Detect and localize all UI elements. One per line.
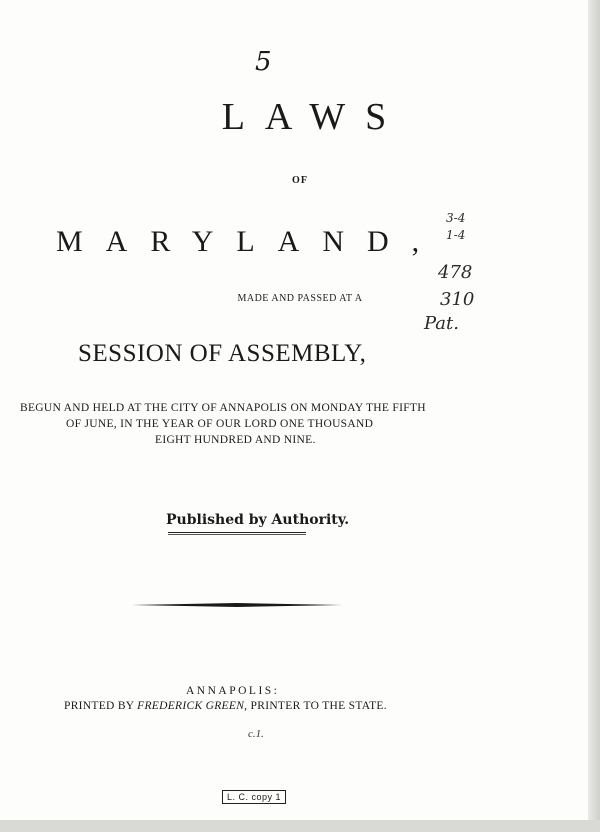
published-by-authority: Published by Authority. <box>166 512 350 528</box>
begun-line-1: BEGUN AND HELD AT THE CITY OF ANNAPOLIS ON MONDAY THE FIFTH <box>20 402 426 414</box>
margin-note-3: 478 <box>438 262 473 283</box>
margin-note-4: 310 <box>440 289 475 310</box>
begun-line-2: OF JUNE, IN THE YEAR OF OUR LORD ONE THOUSAND <box>66 418 374 430</box>
handwritten-copy-mark: c.1. <box>248 728 264 740</box>
margin-note-1: 3-4 <box>446 211 466 225</box>
title-laws: LAWS <box>221 96 407 138</box>
made-and-passed: MADE AND PASSED AT A <box>237 293 363 304</box>
published-underline-2 <box>168 534 306 535</box>
imprint-printer: FREDERICK GREEN, <box>137 700 248 712</box>
margin-note-2: 1-4 <box>446 228 466 242</box>
begun-line-3: EIGHT HUNDRED AND NINE. <box>155 434 316 446</box>
page-edge-bottom <box>0 820 600 832</box>
title-maryland: MARYLAND, <box>56 225 443 258</box>
page-edge-right <box>588 0 600 832</box>
margin-note-5: Pat. <box>424 313 459 334</box>
imprint-prefix: PRINTED BY <box>64 700 138 712</box>
published-underline <box>168 532 306 533</box>
ornamental-divider <box>132 603 342 607</box>
library-stamp: L. C. copy 1 <box>222 790 286 804</box>
page-number: 5 <box>255 47 272 77</box>
imprint-city: ANNAPOLIS: <box>186 685 280 697</box>
imprint-suffix: PRINTER TO THE STATE. <box>247 700 387 712</box>
session-of-assembly: SESSION OF ASSEMBLY, <box>78 340 367 367</box>
title-of: OF <box>292 175 308 186</box>
imprint-line <box>64 700 387 712</box>
